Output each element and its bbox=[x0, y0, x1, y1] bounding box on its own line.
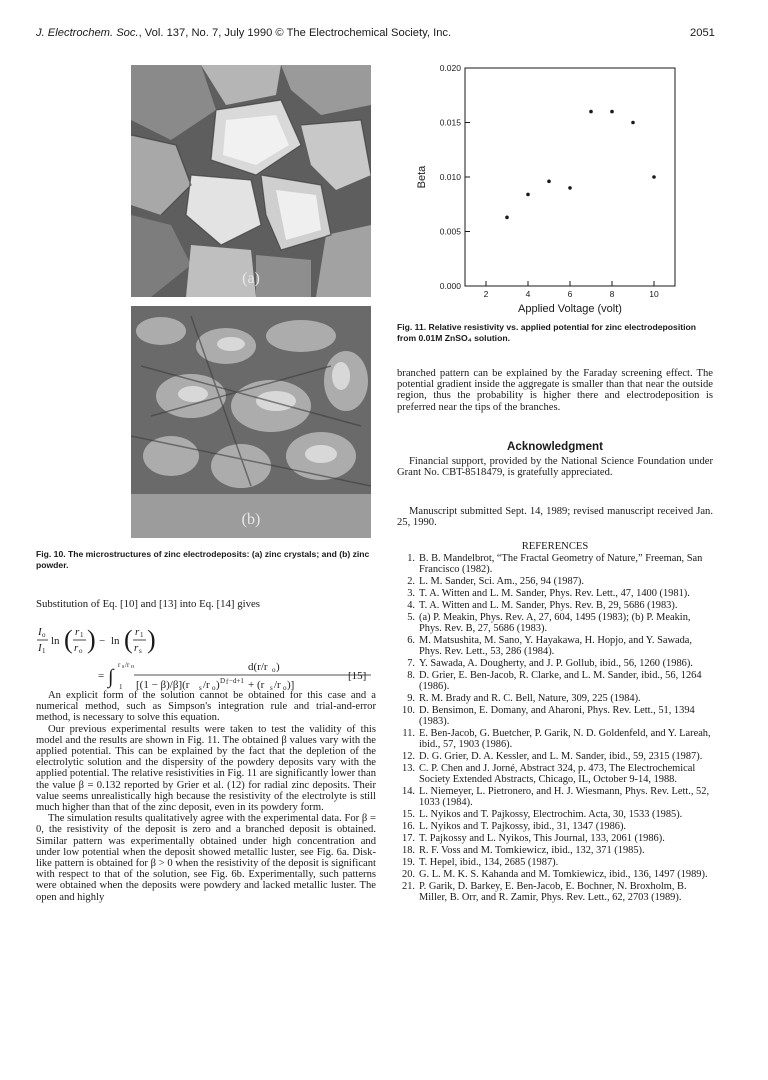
svg-text:1: 1 bbox=[119, 683, 123, 691]
reference-text: B. B. Mandelbrot, “The Fractal Geometry of Nature,” Freeman, San Francisco (1982). bbox=[419, 553, 703, 575]
reference-item bbox=[397, 833, 715, 844]
reference-number: 18. bbox=[402, 845, 415, 856]
plot-border bbox=[465, 68, 675, 286]
y-tick-label: 0.000 bbox=[439, 281, 461, 291]
reference-item bbox=[397, 600, 715, 611]
reference-item bbox=[397, 728, 715, 750]
svg-text:/r: /r bbox=[274, 679, 281, 691]
reference-list bbox=[397, 553, 715, 904]
substitution-sentence: Substitution of Eq. [10] and [13] into Eq. [14] gives bbox=[36, 598, 261, 610]
svg-text:/r: /r bbox=[125, 661, 130, 669]
reference-text: D. G. Grier, D. A. Kessler, and L. M. Sander, ibid., 59, 2315 (1987). bbox=[419, 751, 703, 762]
svg-text:ln: ln bbox=[111, 635, 120, 647]
y-tick-label: 0.010 bbox=[439, 172, 461, 182]
reference-text: C. P. Chen and J. Jorné, Abstract 324, p. 473, The Electrochemical Society Extended Abstracts, Chicago, IL, October 9-14, 1988. bbox=[419, 763, 696, 785]
reference-text: L. M. Sander, Sci. Am., 256, 94 (1987). bbox=[419, 576, 584, 587]
svg-text:f: f bbox=[226, 678, 229, 686]
reference-number: 2. bbox=[407, 576, 415, 587]
svg-text:): ) bbox=[147, 625, 156, 654]
data-point bbox=[526, 193, 530, 197]
svg-text:+ (r: + (r bbox=[248, 679, 265, 691]
reference-item bbox=[397, 869, 715, 880]
manuscript-note: Manuscript submitted Sept. 14, 1989; revised manuscript received Jan. 25, 1990. bbox=[397, 506, 713, 529]
references-heading: REFERENCES bbox=[521, 541, 589, 552]
panel-b-label: (b) bbox=[241, 511, 261, 528]
svg-text:[(1 − β)/β](r: [(1 − β)/β](r bbox=[136, 679, 190, 691]
svg-text:I: I bbox=[38, 642, 42, 654]
paragraph-experimental-results: Our previous experimental results were taken to test the validity of this model and the results are shown in Fig. 11. The obtained β values vary with the applied potential. This can be explained by the fact that the depletion of the electrolytic solution and the dispersity of the powdery deposits vary with the applied potential. The relative resistivities in Fig. 11 are significantly lower than the value β = 0.132 reported by Grier et al. (12) for radial zinc deposits. Their value seems unrealistically high because the resistivity of the electrolyte is still much higher than that of the zinc deposit, even in its powdery form. bbox=[36, 723, 376, 814]
reference-item bbox=[397, 845, 715, 856]
reference-item bbox=[397, 821, 715, 832]
reference-text: R. F. Voss and M. Tomkiewicz, ibid., 132, 371 (1985). bbox=[419, 845, 645, 856]
svg-text:−: − bbox=[99, 635, 106, 647]
reference-number: 3. bbox=[407, 588, 415, 599]
svg-text:1: 1 bbox=[140, 631, 144, 639]
reference-text: D. Grier, E. Ben-Jacob, R. Clarke, and L. M. Sander, ibid., 56, 1264 (1986). bbox=[419, 670, 702, 692]
svg-text:o: o bbox=[283, 684, 287, 692]
x-tick-label: 8 bbox=[609, 289, 615, 299]
svg-text:1: 1 bbox=[42, 647, 46, 655]
svg-text:I: I bbox=[38, 626, 42, 638]
svg-text:s: s bbox=[139, 647, 142, 655]
data-point bbox=[505, 216, 509, 220]
paragraph-explicit-form: An explicit form of the solution cannot be obtained for this case and a numerical method, such as Simpson's integration rule and trial-and-error method, is necessary to solve this equation. bbox=[36, 690, 376, 724]
reference-number: 15. bbox=[402, 809, 415, 820]
powder-texture bbox=[131, 306, 371, 538]
svg-text:r: r bbox=[74, 642, 79, 654]
reference-number: 19. bbox=[402, 857, 415, 868]
y-axis-label: Beta bbox=[416, 165, 428, 189]
svg-text:)]: )] bbox=[287, 679, 295, 691]
svg-text:r: r bbox=[135, 626, 140, 638]
data-point bbox=[610, 110, 614, 114]
reference-number: 7. bbox=[407, 658, 415, 669]
data-point bbox=[652, 175, 656, 179]
svg-text:): ) bbox=[276, 661, 280, 673]
svg-text:r: r bbox=[134, 642, 139, 654]
x-tick-label: 2 bbox=[483, 289, 489, 299]
data-point bbox=[568, 186, 572, 190]
svg-text:r: r bbox=[118, 661, 121, 669]
svg-text:s: s bbox=[199, 684, 202, 692]
reference-item bbox=[397, 612, 715, 634]
journal-citation: , Vol. 137, No. 7, July 1990 © The Electrochemical Society, Inc. bbox=[138, 27, 452, 39]
data-point bbox=[547, 180, 551, 184]
reference-item bbox=[397, 763, 715, 785]
zinc-crystals-micrograph bbox=[131, 65, 371, 297]
reference-number: 9. bbox=[407, 693, 415, 704]
left-column-body bbox=[36, 690, 376, 903]
reference-text: D. Bensimon, E. Domany, and Aharoni, Phys. Rev. Lett., 51, 1394 (1983). bbox=[419, 705, 695, 727]
reference-text: (a) P. Meakin, Phys. Rev. A, 27, 604, 1495 (1983); (b) P. Meakin, Phys. Rev. B, 27, 5686 (1983). bbox=[419, 612, 691, 634]
reference-text: R. M. Brady and R. C. Bell, Nature, 309, 225 (1984). bbox=[419, 693, 641, 704]
paragraph-simulation-results: The simulation results qualitatively agree with the experimental data. For β = 0, the resistivity of the deposit is zero and a branched deposit is obtained. Similar pattern was experimentally obtained under high concentration and under low potential when the deposit showed metallic luster, see Fig. 6a. Disk-like pattern is obtained for β > 0 when the resistivity of the deposit is significant with respect to that of the solution, see Fig. 6b. Experimentally, such patterns were obtained when the deposits were powdery and lacked metallic luster. The open and highly bbox=[36, 813, 376, 903]
reference-number: 4. bbox=[407, 600, 415, 611]
reference-text: T. A. Witten and L. M. Sander, Phys. Rev. B, 29, 5686 (1983). bbox=[419, 600, 678, 611]
acknowledgment-heading: Acknowledgment bbox=[507, 440, 603, 453]
reference-item bbox=[397, 786, 715, 808]
svg-text:∫: ∫ bbox=[108, 666, 114, 688]
reference-item bbox=[397, 635, 715, 657]
reference-item bbox=[397, 576, 715, 587]
reference-number: 12. bbox=[402, 751, 415, 762]
reference-number: 8. bbox=[407, 670, 415, 681]
figure-10-caption: Fig. 10. The microstructures of zinc electrodeposits: (a) zinc crystals; and (b) zinc powder. bbox=[36, 549, 370, 570]
reference-text: G. L. M. K. S. Kahanda and M. Tomkiewicz, ibid., 136, 1497 (1989). bbox=[419, 869, 708, 880]
reference-text: Y. Sawada, A. Dougherty, and J. P. Gollub, ibid., 56, 1260 (1986). bbox=[419, 658, 693, 669]
equation-number: [15] bbox=[348, 670, 367, 682]
svg-text:s: s bbox=[270, 684, 273, 692]
svg-text:/r: /r bbox=[203, 679, 210, 691]
svg-text:=: = bbox=[98, 670, 105, 682]
svg-text:o: o bbox=[79, 647, 83, 655]
reference-text: E. Ben-Jacob, G. Buetcher, P. Garik, N. D. Goldenfeld, and Y. Lareah, ibid., 57, 1903 (1986). bbox=[419, 728, 711, 750]
page-number: 2051 bbox=[690, 27, 715, 39]
reference-text: L. Niemeyer, L. Pietronero, and H. J. Wiesmann, Phys. Rev. Lett., 52, 1033 (1984). bbox=[419, 786, 710, 808]
x-tick-label: 6 bbox=[567, 289, 573, 299]
reference-text: M. Matsushita, M. Sano, Y. Hayakawa, H. Hopjo, and Y. Sawada, Phys. Rev. Lett., 53, 286 (1984). bbox=[419, 635, 693, 657]
reference-item bbox=[397, 658, 715, 669]
reference-item bbox=[397, 705, 715, 727]
journal-name: J. Electrochem. Soc. bbox=[36, 27, 139, 39]
y-tick-label: 0.020 bbox=[439, 63, 461, 73]
svg-text:(: ( bbox=[124, 625, 133, 654]
reference-text: L. Nyikos and T. Pajkossy, ibid., 31, 1347 (1986). bbox=[419, 821, 627, 832]
reference-text: T. Pajkossy and L. Nyikos, This Journal, 133, 2061 (1986). bbox=[419, 833, 665, 844]
reference-number: 13. bbox=[402, 763, 415, 774]
reference-item bbox=[397, 809, 715, 820]
svg-text:d(r/r: d(r/r bbox=[248, 661, 268, 673]
data-point bbox=[589, 110, 593, 114]
reference-number: 10. bbox=[402, 705, 415, 716]
reference-text: L. Nyikos and T. Pajkossy, Electrochim. Acta, 30, 1533 (1985). bbox=[419, 809, 683, 820]
x-tick-label: 4 bbox=[525, 289, 531, 299]
reference-number: 1. bbox=[407, 553, 415, 564]
svg-text:r: r bbox=[75, 626, 80, 638]
x-axis-label: Applied Voltage (volt) bbox=[518, 303, 622, 315]
crystal-texture bbox=[131, 65, 371, 297]
reference-text: T. A. Witten and L. M. Sander, Phys. Rev. Lett., 47, 1400 (1981). bbox=[419, 588, 690, 599]
reference-number: 16. bbox=[402, 821, 415, 832]
reference-item bbox=[397, 693, 715, 704]
reference-item bbox=[397, 553, 715, 575]
reference-text: P. Garik, D. Barkey, E. Ben-Jacob, E. Bochner, N. Broxholm, B. Miller, B. Orr, and R. Zamir, Phys. Rev. Lett., 62, 2703 (1989). bbox=[419, 881, 687, 903]
zinc-powder-micrograph bbox=[131, 306, 371, 538]
reference-number: 5. bbox=[407, 612, 415, 623]
svg-text:o: o bbox=[212, 684, 216, 692]
data-point bbox=[631, 121, 635, 125]
reference-number: 11. bbox=[402, 728, 415, 739]
figure-11-caption: Fig. 11. Relative resistivity vs. applied potential for zinc electrodeposition from 0.01M ZnSO₄ solution. bbox=[397, 322, 696, 343]
panel-a-label: (a) bbox=[242, 270, 260, 287]
svg-text:o: o bbox=[272, 666, 276, 674]
x-ticks bbox=[484, 281, 659, 299]
beta-vs-voltage-chart bbox=[395, 58, 715, 316]
x-tick-label: 10 bbox=[649, 289, 659, 299]
svg-text:ln: ln bbox=[51, 635, 60, 647]
svg-text:o: o bbox=[42, 631, 46, 639]
svg-text:D: D bbox=[220, 677, 226, 685]
y-tick-label: 0.005 bbox=[439, 226, 461, 237]
faraday-screening-paragraph: branched pattern can be explained by the Faraday screening effect. The potential gradient inside the aggregate is smaller than that near the outside region, thus the probability is higher there and electrodeposition is preferred near the tips of the branches. bbox=[397, 368, 713, 413]
reference-item bbox=[397, 857, 715, 868]
reference-item bbox=[397, 670, 715, 692]
data-points bbox=[505, 110, 656, 219]
svg-text:o: o bbox=[131, 664, 134, 670]
reference-number: 6. bbox=[407, 635, 415, 646]
reference-number: 17. bbox=[402, 833, 415, 844]
svg-text:(: ( bbox=[64, 625, 73, 654]
reference-item bbox=[397, 881, 715, 903]
acknowledgment-text: Financial support, provided by the National Science Foundation under Grant No. CBT-8518479, is gratefully appreciated. bbox=[397, 456, 713, 479]
reference-item bbox=[397, 588, 715, 599]
reference-number: 14. bbox=[402, 786, 415, 797]
svg-text:−d+1: −d+1 bbox=[229, 677, 244, 685]
svg-text:): ) bbox=[216, 679, 220, 691]
svg-text:s: s bbox=[122, 664, 125, 670]
reference-text: T. Hepel, ibid., 134, 2685 (1987). bbox=[419, 857, 559, 868]
svg-text:1: 1 bbox=[80, 631, 84, 639]
equation-15 bbox=[36, 617, 376, 695]
svg-text:): ) bbox=[87, 625, 96, 654]
reference-number: 21. bbox=[402, 881, 415, 892]
running-header bbox=[36, 27, 451, 39]
plot-frame bbox=[465, 68, 675, 286]
reference-item bbox=[397, 751, 715, 762]
reference-number: 20. bbox=[402, 869, 415, 880]
y-tick-label: 0.015 bbox=[439, 117, 461, 128]
